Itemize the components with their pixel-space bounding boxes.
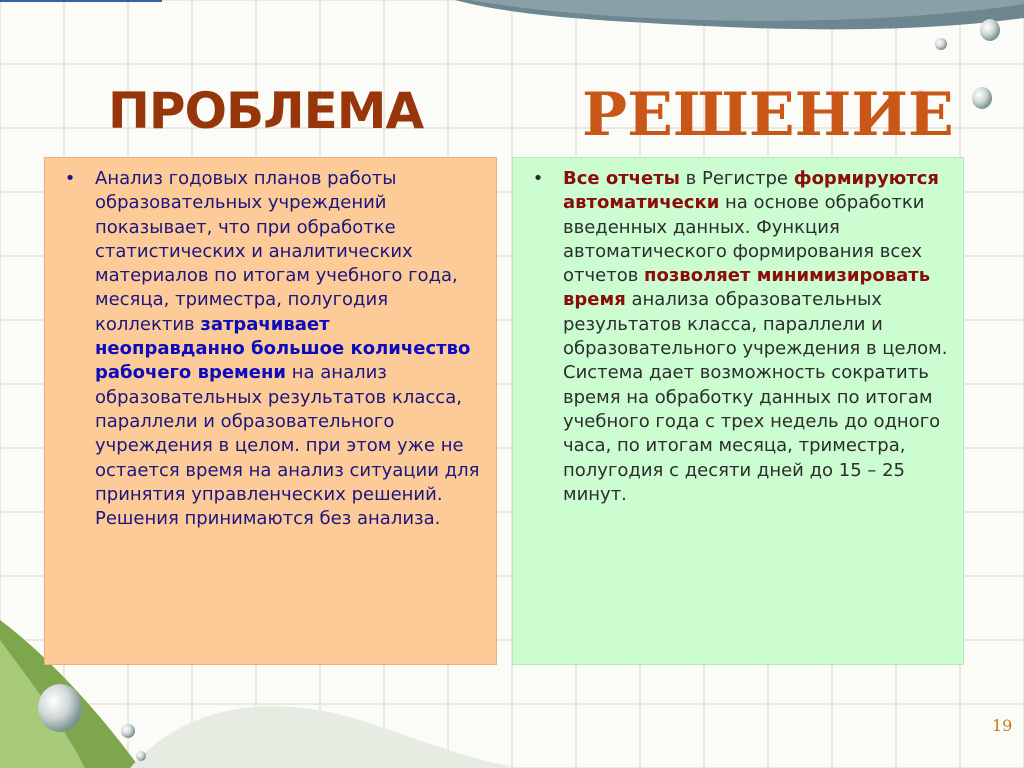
solution-text: [563, 167, 949, 507]
page-number: 19: [992, 716, 1013, 735]
solution-bullet-item: [513, 167, 949, 507]
solution-emphasis: формируются автоматически: [563, 168, 939, 214]
solution-title: РЕШЕНИЕ: [582, 80, 954, 150]
problem-text-part: на анализ образовательных результатов класса, параллели и образовательного учреждения в целом. при этом уже не остается время на анализ ситуации для принятия управленческих решений. Решения принимаются без анализа.: [95, 362, 480, 530]
solution-emphasis: Все отчеты: [563, 168, 680, 189]
solution-text-part: анализа образовательных результатов класса, параллели и образовательного учреждения в целом. Система дает возможность сократить время на обработку данных по итогам учебного года с трех недель до одного часа, по итогам месяца, триместра, полугодия с десяти дней до 15 – 25 минут.: [563, 289, 948, 505]
solution-text-part: на основе обработки введенных данных. Функция автоматического формирования всех отчетов: [563, 192, 925, 287]
problem-text: [95, 167, 482, 531]
solution-text-part: в Регистре: [679, 168, 794, 189]
problem-text-part: Анализ годовых планов работы образовательных учреждений показывает, что при обработке статистических и аналитических материалов по итогам учебного года, месяца, триместра, полугодия коллектив: [95, 168, 458, 335]
solution-emphasis: позволяет минимизировать время: [563, 265, 931, 311]
bullet-marker: •: [64, 168, 76, 189]
bullet-marker: •: [532, 168, 544, 189]
solution-panel: [512, 157, 964, 665]
problem-bullet-item: [45, 167, 482, 531]
problem-panel: [44, 157, 497, 665]
problem-title: ПРОБЛЕМА: [108, 82, 424, 140]
problem-emphasis: затрачивает неоправданно большое количество рабочего времени: [95, 313, 471, 384]
